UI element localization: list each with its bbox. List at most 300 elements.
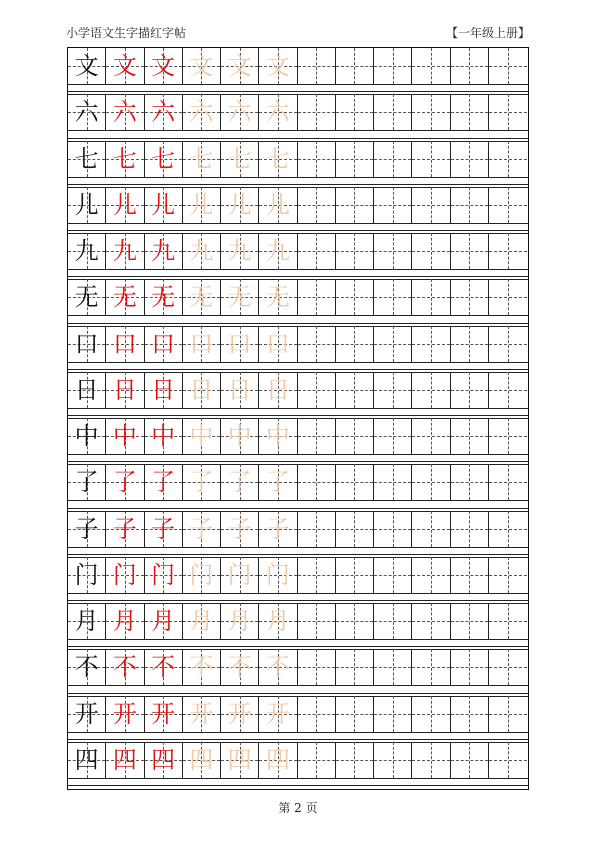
trace-character: 了 <box>189 468 214 497</box>
row-bottom-line <box>68 732 528 733</box>
practice-row <box>68 649 528 695</box>
guide-horizontal <box>374 482 411 483</box>
row-bottom-line <box>68 269 528 270</box>
guide-horizontal <box>412 621 449 622</box>
practice-row <box>68 557 528 603</box>
grid-cell[interactable] <box>451 372 489 408</box>
grid-cell <box>68 649 106 685</box>
guide-horizontal <box>336 667 373 668</box>
guide-horizontal <box>412 297 449 298</box>
grid-cell[interactable] <box>298 649 336 685</box>
guide-horizontal <box>489 482 527 483</box>
guide-horizontal <box>412 482 449 483</box>
guide-horizontal <box>451 760 488 761</box>
grid-cell[interactable] <box>451 141 489 177</box>
grid-cell <box>145 94 183 130</box>
trace-character: 六 <box>227 98 252 127</box>
grid-cell[interactable] <box>489 279 527 315</box>
guide-horizontal <box>336 159 373 160</box>
grid-cell <box>68 557 106 593</box>
red-character: 儿 <box>112 190 137 219</box>
grid-cell <box>106 279 144 315</box>
grid-cell[interactable] <box>336 326 374 362</box>
grid-cell[interactable] <box>298 94 336 130</box>
row-separator-line <box>68 646 528 647</box>
grid-cell[interactable] <box>298 464 336 500</box>
trace-character: 儿 <box>227 190 252 219</box>
grid-cell[interactable] <box>451 187 489 223</box>
grid-cell <box>68 187 106 223</box>
red-character: 七 <box>151 144 176 173</box>
grid-cell[interactable] <box>451 742 489 778</box>
grid-cell[interactable] <box>374 603 412 639</box>
grid-cell[interactable] <box>374 141 412 177</box>
grid-cell[interactable] <box>412 511 450 547</box>
grid-cell <box>106 233 144 269</box>
grid-cell <box>68 511 106 547</box>
grid-cell <box>106 326 144 362</box>
guide-horizontal <box>451 297 488 298</box>
trace-character: 七 <box>189 144 214 173</box>
grid-cell[interactable] <box>336 696 374 732</box>
grid-cell[interactable] <box>298 233 336 269</box>
grid-cell[interactable] <box>336 94 374 130</box>
guide-horizontal <box>374 297 411 298</box>
grid-cell[interactable] <box>489 141 527 177</box>
grid-cell[interactable] <box>374 187 412 223</box>
row-separator-line <box>68 554 528 555</box>
grid-cell[interactable] <box>374 649 412 685</box>
grid-cell[interactable] <box>489 464 527 500</box>
grid-cell[interactable] <box>298 742 336 778</box>
grid-cell <box>145 696 183 732</box>
practice-row <box>68 418 528 464</box>
grid-cell[interactable] <box>298 48 336 84</box>
trace-character: 了 <box>227 468 252 497</box>
grid-cell[interactable] <box>451 649 489 685</box>
grid-cell <box>259 141 297 177</box>
grid-cell <box>183 742 221 778</box>
grid-cell <box>183 141 221 177</box>
grid-cell[interactable] <box>451 94 489 130</box>
trace-character: 六 <box>265 98 290 127</box>
guide-horizontal <box>451 112 488 113</box>
grid-cell[interactable] <box>412 742 450 778</box>
grid-cell[interactable] <box>489 696 527 732</box>
guide-horizontal <box>489 760 527 761</box>
trace-character: 日 <box>227 375 252 404</box>
red-character: 子 <box>151 514 176 543</box>
guide-horizontal <box>451 714 488 715</box>
red-character: 无 <box>151 283 176 312</box>
grid-cell[interactable] <box>336 649 374 685</box>
guide-horizontal <box>489 112 527 113</box>
grid-cell <box>145 464 183 500</box>
guide-horizontal <box>374 112 411 113</box>
grid-cell <box>106 557 144 593</box>
grid-cell <box>68 603 106 639</box>
trace-character: 九 <box>189 237 214 265</box>
trace-character: 口 <box>189 329 214 358</box>
guide-horizontal <box>451 621 488 622</box>
grid-cell <box>183 557 221 593</box>
grid-cell[interactable] <box>489 649 527 685</box>
trace-character: 七 <box>265 144 290 173</box>
grid-cell <box>106 418 144 454</box>
grid-cell[interactable] <box>298 326 336 362</box>
guide-horizontal <box>336 112 373 113</box>
row-bottom-line <box>68 454 528 455</box>
grid-cell[interactable] <box>374 696 412 732</box>
grid-cell[interactable] <box>374 233 412 269</box>
grid-cell[interactable] <box>412 94 450 130</box>
guide-horizontal <box>336 529 373 530</box>
guide-horizontal <box>374 344 411 345</box>
grid-cell <box>145 326 183 362</box>
page-number: 第 2 页 <box>278 801 318 815</box>
row-separator-line <box>68 138 528 139</box>
red-character: 了 <box>151 468 176 497</box>
grid-cell[interactable] <box>451 603 489 639</box>
grid-cell[interactable] <box>412 187 450 223</box>
grid-cell[interactable] <box>374 742 412 778</box>
red-character: 中 <box>151 422 176 450</box>
grid-cell[interactable] <box>412 326 450 362</box>
grid-cell <box>106 94 144 130</box>
grid-cell <box>68 94 106 130</box>
model-character: 无 <box>74 283 99 312</box>
grid-cell <box>106 742 144 778</box>
red-character: 九 <box>151 237 176 265</box>
row-bottom-line <box>68 84 528 85</box>
red-character: 不 <box>151 653 176 682</box>
model-character: 九 <box>74 237 99 265</box>
trace-character: 儿 <box>265 190 290 219</box>
guide-horizontal <box>489 436 527 437</box>
grid-cell <box>183 233 221 269</box>
red-character: 月 <box>151 607 176 635</box>
grid-cell <box>68 279 106 315</box>
grid-cell[interactable] <box>412 233 450 269</box>
grade-label: 【一年级上册】 <box>445 26 530 40</box>
red-character: 不 <box>112 653 137 682</box>
grid-cell[interactable] <box>336 141 374 177</box>
grid-cell <box>221 696 259 732</box>
practice-row <box>68 511 528 557</box>
trace-character: 日 <box>265 375 290 404</box>
guide-horizontal <box>374 251 411 252</box>
practice-row <box>68 603 528 649</box>
model-character: 日 <box>74 375 99 404</box>
grid-cell <box>106 372 144 408</box>
grid-cell[interactable] <box>374 94 412 130</box>
grid-cell <box>221 94 259 130</box>
guide-horizontal <box>336 344 373 345</box>
grid-cell[interactable] <box>336 187 374 223</box>
row-bottom-line <box>68 500 528 501</box>
grid-cell[interactable] <box>451 464 489 500</box>
grid-cell[interactable] <box>298 418 336 454</box>
guide-horizontal <box>336 297 373 298</box>
model-character: 四 <box>74 745 99 774</box>
grid-cell <box>259 742 297 778</box>
grid-cell[interactable] <box>336 742 374 778</box>
grid-cell <box>68 464 106 500</box>
grid-cell <box>183 48 221 84</box>
grid-cell <box>221 742 259 778</box>
grid-cell[interactable] <box>298 187 336 223</box>
grid-cell[interactable] <box>489 742 527 778</box>
guide-horizontal <box>336 66 373 67</box>
guide-horizontal <box>336 575 373 576</box>
grid-cell[interactable] <box>298 511 336 547</box>
row-bottom-line <box>68 177 528 178</box>
trace-character: 口 <box>265 329 290 358</box>
grid-cell[interactable] <box>412 464 450 500</box>
practice-row <box>68 696 528 742</box>
grid-cell <box>145 233 183 269</box>
grid-cell[interactable] <box>298 603 336 639</box>
grid-cell[interactable] <box>412 649 450 685</box>
grid-cell[interactable] <box>489 94 527 130</box>
grid-cell[interactable] <box>336 279 374 315</box>
grid-cell[interactable] <box>336 603 374 639</box>
trace-character: 无 <box>189 283 214 312</box>
trace-character: 不 <box>227 653 252 682</box>
model-character: 不 <box>74 653 99 682</box>
guide-horizontal <box>451 205 488 206</box>
grid-cell <box>145 279 183 315</box>
grid-cell[interactable] <box>451 696 489 732</box>
grid-cell <box>259 603 297 639</box>
row-bottom-line <box>68 315 528 316</box>
grid-cell[interactable] <box>451 418 489 454</box>
trace-character: 门 <box>227 560 252 589</box>
grid-cell <box>106 141 144 177</box>
grid-cell <box>106 696 144 732</box>
guide-horizontal <box>374 714 411 715</box>
model-character: 了 <box>74 468 99 497</box>
guide-horizontal <box>412 112 449 113</box>
guide-horizontal <box>412 66 449 67</box>
red-character: 九 <box>112 237 137 265</box>
guide-horizontal <box>412 205 449 206</box>
grid-cell <box>259 372 297 408</box>
trace-character: 日 <box>189 375 214 404</box>
grid-cell[interactable] <box>336 418 374 454</box>
grid-cell[interactable] <box>451 326 489 362</box>
row-separator-line <box>68 184 528 185</box>
row-separator-line <box>68 323 528 324</box>
row-bottom-line <box>68 408 528 409</box>
grid-cell <box>259 418 297 454</box>
row-separator-line <box>68 415 528 416</box>
guide-horizontal <box>374 66 411 67</box>
grid-cell <box>259 279 297 315</box>
grid-cell[interactable] <box>412 603 450 639</box>
guide-horizontal <box>298 436 335 437</box>
row-bottom-line <box>68 130 528 131</box>
practice-grid <box>67 47 529 790</box>
grid-cell <box>259 94 297 130</box>
guide-horizontal <box>336 205 373 206</box>
row-separator-line <box>68 461 528 462</box>
red-character: 四 <box>112 745 137 774</box>
grid-cell[interactable] <box>374 418 412 454</box>
grid-cell[interactable] <box>374 48 412 84</box>
grid-cell[interactable] <box>298 141 336 177</box>
grid-cell <box>68 326 106 362</box>
guide-horizontal <box>489 575 527 576</box>
guide-horizontal <box>336 714 373 715</box>
guide-horizontal <box>412 344 449 345</box>
guide-horizontal <box>412 251 449 252</box>
grid-cell[interactable] <box>451 48 489 84</box>
grid-cell[interactable] <box>374 511 412 547</box>
guide-horizontal <box>489 390 527 391</box>
trace-character: 文 <box>189 52 214 80</box>
guide-horizontal <box>374 760 411 761</box>
grid-cell[interactable] <box>451 233 489 269</box>
grid-cell[interactable] <box>489 557 527 593</box>
grid-cell <box>221 326 259 362</box>
grid-cell[interactable] <box>336 464 374 500</box>
grid-cell[interactable] <box>374 372 412 408</box>
grid-cell[interactable] <box>412 696 450 732</box>
row-bottom-line <box>68 685 528 686</box>
guide-horizontal <box>298 205 335 206</box>
guide-horizontal <box>336 760 373 761</box>
trace-character: 开 <box>265 699 290 728</box>
grid-cell <box>183 464 221 500</box>
grid-cell <box>221 187 259 223</box>
grid-cell[interactable] <box>412 418 450 454</box>
grid-cell[interactable] <box>298 279 336 315</box>
grid-cell[interactable] <box>451 279 489 315</box>
row-separator-line <box>68 600 528 601</box>
trace-character: 月 <box>227 607 252 635</box>
grid-cell[interactable] <box>489 187 527 223</box>
grid-cell[interactable] <box>489 48 527 84</box>
grid-cell[interactable] <box>298 372 336 408</box>
guide-horizontal <box>489 667 527 668</box>
grid-cell[interactable] <box>374 326 412 362</box>
red-character: 六 <box>112 98 137 127</box>
grid-cell[interactable] <box>298 557 336 593</box>
guide-horizontal <box>451 344 488 345</box>
row-bottom-line <box>68 547 528 548</box>
row-separator-line <box>68 508 528 509</box>
red-character: 无 <box>112 283 137 312</box>
red-character: 口 <box>151 329 176 358</box>
model-character: 六 <box>74 98 99 127</box>
grid-cell[interactable] <box>489 418 527 454</box>
red-character: 日 <box>112 375 137 404</box>
grid-cell[interactable] <box>298 696 336 732</box>
grid-cell[interactable] <box>451 511 489 547</box>
guide-horizontal <box>451 66 488 67</box>
grid-cell[interactable] <box>412 279 450 315</box>
grid-cell <box>221 141 259 177</box>
grid-cell[interactable] <box>412 372 450 408</box>
grid-cell <box>183 649 221 685</box>
practice-row <box>68 372 528 418</box>
grid-cell[interactable] <box>489 233 527 269</box>
grid-cell[interactable] <box>336 372 374 408</box>
grid-cell[interactable] <box>374 464 412 500</box>
grid-cell[interactable] <box>374 557 412 593</box>
trace-character: 开 <box>227 699 252 728</box>
practice-row <box>68 48 528 94</box>
grid-cell[interactable] <box>336 511 374 547</box>
red-character: 口 <box>112 329 137 358</box>
grid-cell[interactable] <box>489 372 527 408</box>
grid-cell[interactable] <box>412 48 450 84</box>
workbook-title: 小学语文生字描红字帖 <box>66 26 187 40</box>
trace-character: 了 <box>265 468 290 497</box>
grid-cell[interactable] <box>336 233 374 269</box>
model-character: 开 <box>74 699 99 728</box>
grid-cell[interactable] <box>489 603 527 639</box>
guide-horizontal <box>298 667 335 668</box>
grid-cell[interactable] <box>489 326 527 362</box>
grid-cell <box>183 279 221 315</box>
trace-character: 子 <box>189 514 214 543</box>
trace-character: 文 <box>265 52 290 80</box>
model-character: 口 <box>74 329 99 358</box>
guide-horizontal <box>489 159 527 160</box>
guide-horizontal <box>374 436 411 437</box>
model-character: 文 <box>74 52 99 80</box>
guide-horizontal <box>298 760 335 761</box>
grid-cell[interactable] <box>412 141 450 177</box>
grid-cell <box>106 48 144 84</box>
red-character: 六 <box>151 98 176 127</box>
guide-horizontal <box>374 205 411 206</box>
trace-character: 开 <box>189 699 214 728</box>
practice-row <box>68 187 528 233</box>
trace-character: 月 <box>265 607 290 635</box>
model-character: 七 <box>74 144 99 173</box>
grid-cell[interactable] <box>336 557 374 593</box>
red-character: 月 <box>112 607 137 635</box>
grid-cell[interactable] <box>412 557 450 593</box>
guide-horizontal <box>489 714 527 715</box>
guide-horizontal <box>489 205 527 206</box>
guide-horizontal <box>374 621 411 622</box>
grid-cell <box>221 418 259 454</box>
guide-horizontal <box>298 482 335 483</box>
grid-cell[interactable] <box>451 557 489 593</box>
grid-cell[interactable] <box>489 511 527 547</box>
grid-cell <box>68 141 106 177</box>
guide-horizontal <box>336 390 373 391</box>
grid-cell <box>259 48 297 84</box>
model-character: 子 <box>74 514 99 543</box>
red-character: 中 <box>112 422 137 450</box>
guide-horizontal <box>412 714 449 715</box>
trace-character: 门 <box>265 560 290 589</box>
grid-cell[interactable] <box>336 48 374 84</box>
trace-character: 不 <box>265 653 290 682</box>
guide-horizontal <box>298 297 335 298</box>
grid-cell <box>145 418 183 454</box>
grid-cell[interactable] <box>374 279 412 315</box>
practice-row <box>68 94 528 140</box>
guide-horizontal <box>451 575 488 576</box>
grid-cell <box>68 696 106 732</box>
trace-character: 中 <box>227 422 252 450</box>
